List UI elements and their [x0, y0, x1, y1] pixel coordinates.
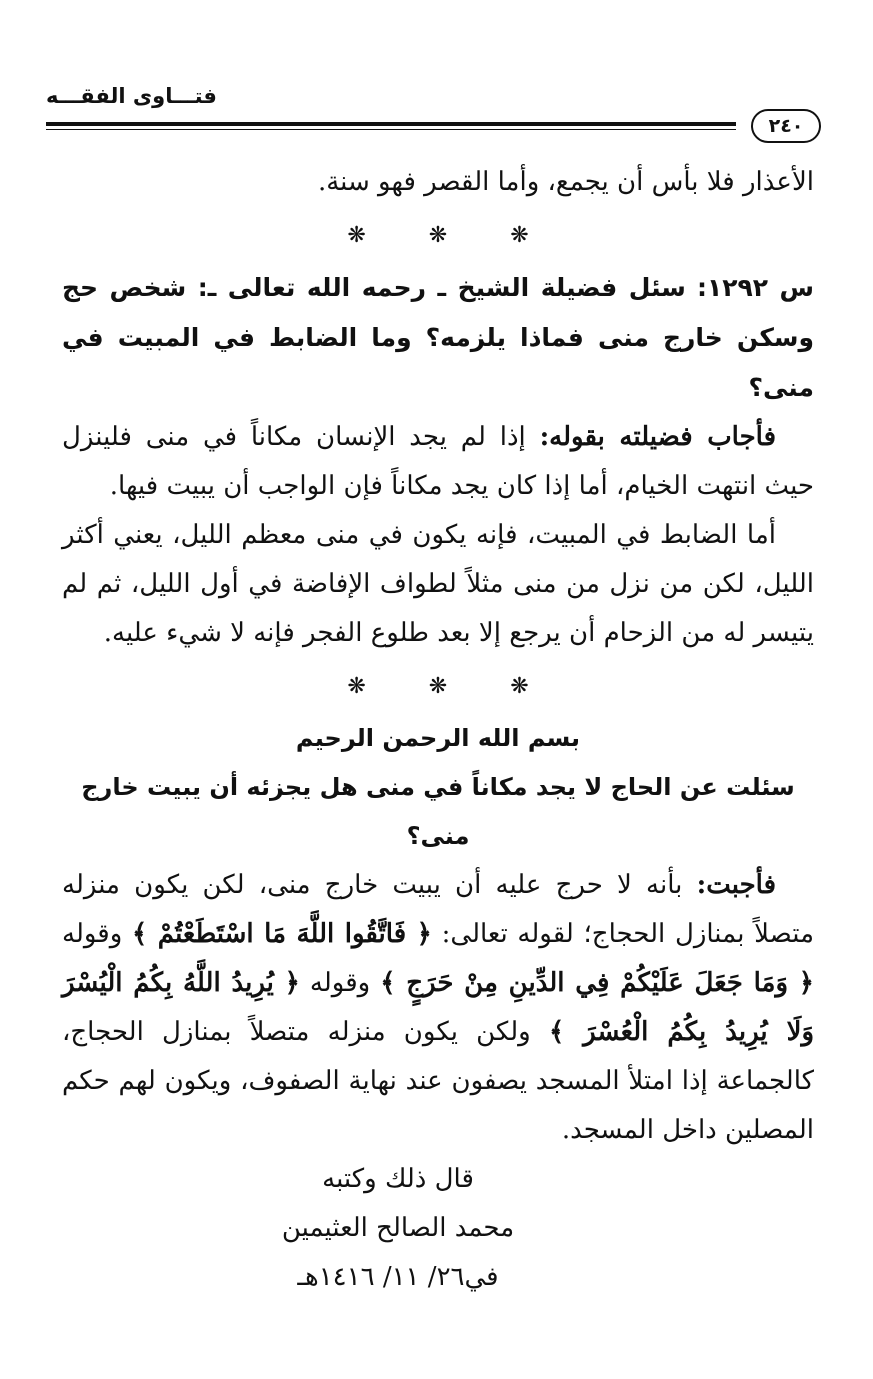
answer-2-text-1: بأنه لا حرج عليه أن يبيت خارج منى، لكن يكون منزله متصلاً بمنازل الحجاج؛ لقوله تعالى: — [62, 870, 814, 949]
verse-3: ﴿ يُرِيدُ اللَّهُ بِكُمُ الْيُسْرَ وَلَا يُرِيدُ بِكُمُ الْعُسْرَ ﴾ — [62, 968, 815, 1047]
rule-paragraph: أما الضابط في المبيت، فإنه يكون في منى معظم الليل، يعني أكثر الليل، لكن من نزل من منى مثلاً لطواف الإفاضة في أول الليل، ثم لم يتيسر له من الزحام أن يرجع إلا بعد طلوع الفجر فإنه لا شيء عليه. — [62, 520, 814, 648]
continued-paragraph: الأعذار فلا بأس أن يجمع، وأما القصر فهو سنة. — [317, 167, 814, 197]
signature-line-1: قال ذلك وكتبه — [322, 1164, 474, 1194]
answer-label: فأجاب فضيلته بقوله: — [539, 422, 777, 452]
answer-text: إذا لم يجد الإنسان مكاناً في منى فلينزل حيث انتهت الخيام، أما إذا كان يجد مكاناً فإن الواجب أن يبيت فيها. — [62, 422, 814, 501]
question-1 — [62, 263, 814, 413]
verse-2: ﴿ وَمَا جَعَلَ عَلَيْكُمْ فِي الدِّينِ مِنْ حَرَجٍ ﴾ — [380, 968, 815, 998]
answer-2-label: فأجبت: — [696, 870, 777, 900]
section-separator: ❋ ❋ ❋ — [347, 223, 557, 248]
answer-1 — [62, 413, 814, 511]
page-header — [46, 84, 826, 150]
verse-1: ﴿ فَاتَّقُوا اللَّهَ مَا اسْتَطَعْتُمْ ﴾ — [132, 919, 432, 949]
basmala: بسم الله الرحمن الرحيم — [295, 724, 581, 752]
question-2: سئلت عن الحاج لا يجد مكاناً في منى هل يجزئه أن يبيت خارج منى؟ — [81, 773, 795, 850]
page-number: ٢٤٠ — [751, 109, 821, 143]
running-title: فتـــاوى الفقـــه — [46, 84, 217, 108]
answer-2-text-4: ولكن يكون منزله متصلاً بمنازل الحجاج، كالجماعة إذا امتلأ المسجد يصفون عند نهاية الصفوف، ويكون لهم حكم المصلين داخل المسجد. — [62, 1017, 814, 1145]
question-text: سئل فضيلة الشيخ ـ رحمه الله تعالى ـ: شخص حج وسكن خارج منى فماذا يلزمه؟ وما الضابط في المبيت في منى؟ — [62, 273, 814, 402]
signature-author: محمد الصالح العثيمين — [281, 1213, 515, 1243]
answer-2-text-3: وقوله — [309, 968, 371, 998]
page-content — [62, 158, 814, 1302]
answer-2 — [62, 861, 814, 1155]
header-rule — [46, 122, 736, 132]
signature-date: في٢٦/ ١١/ ١٤١٦هـ — [297, 1262, 499, 1292]
question-number: س ١٢٩٢: — [696, 273, 815, 302]
header-rule-thick — [46, 122, 736, 126]
header-rule-thin — [46, 129, 736, 130]
answer-2-text-2: وقوله — [62, 919, 123, 949]
section-separator-2: ❋ ❋ ❋ — [347, 674, 557, 699]
